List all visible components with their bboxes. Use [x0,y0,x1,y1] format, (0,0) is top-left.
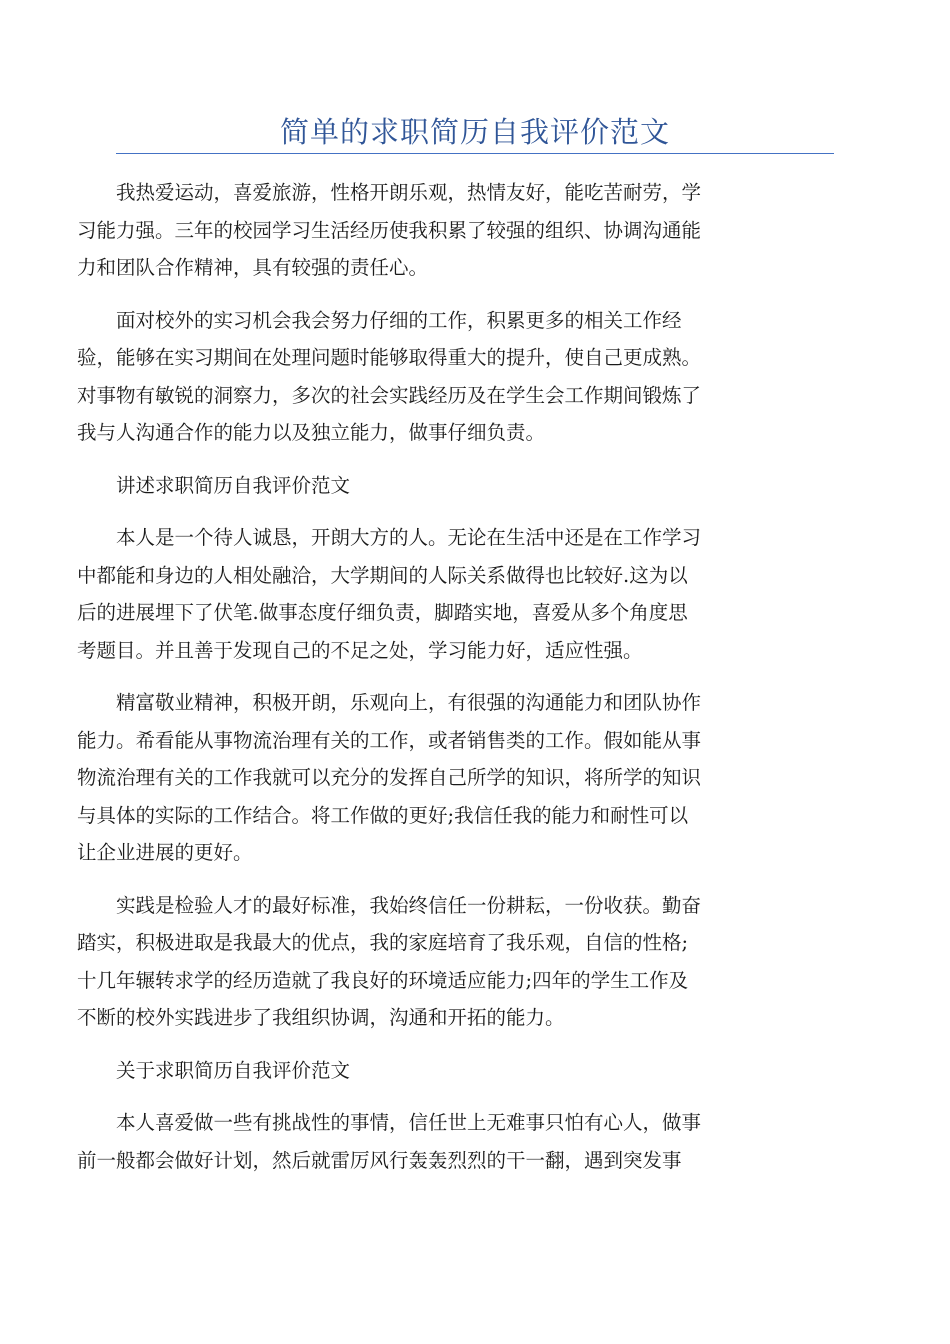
paragraph-2 [77,302,834,452]
paragraph-line: 十几年辗转求学的经历造就了我良好的环境适应能力;四年的学生工作及 [77,968,689,992]
paragraph-line: 实践是检验人才的最好标准，我始终信任一份耕耘，一份收获。勤奋 [116,893,702,917]
paragraph-line: 验，能够在实习期间在处理问题时能够取得重大的提升，使自己更成熟。 [77,346,702,369]
paragraph-line: 物流治理有关的工作我就可以充分的发挥自己所学的知识，将所学的知识 [77,766,702,789]
paragraph-line: 习能力强。三年的校园学习生活经历使我积累了较强的组织、协调沟通能 [77,218,702,242]
paragraph-line: 精富敬业精神，积极开朗，乐观向上，有很强的沟通能力和团队协作 [116,691,702,714]
section-heading-1 [116,467,834,505]
paragraph-5 [77,887,834,1037]
paragraph-line: 前一般都会做好计划，然后就雷厉风行轰轰烈烈的干一翻，遇到突发事 [77,1148,682,1172]
paragraph-6 [77,1104,834,1179]
paragraph-line: 中都能和身边的人相处融洽，大学期间的人际关系做得也比较好.这为以 [77,563,688,587]
paragraph-line: 不断的校外实践进步了我组织协调，沟通和开拓的能力。 [77,1006,565,1029]
paragraph-line: 我热爱运动，喜爱旅游，性格开朗乐观，热情友好，能吃苦耐劳，学 [116,181,702,204]
paragraph-4 [77,684,834,872]
paragraph-line: 面对校外的实习机会我会努力仔细的工作，积累更多的相关工作经 [116,308,682,332]
paragraph-line: 本人喜爱做一些有挑战性的事情，信任世上无难事只怕有心人，做事 [116,1111,702,1134]
title-underline [116,153,834,154]
paragraph-line: 考题目。并且善于发现自己的不足之处，学习能力好，适应性强。 [77,638,643,662]
paragraph-line: 对事物有敏锐的洞察力，多次的社会实践经历及在学生会工作期间锻炼了 [77,383,702,407]
paragraph-line: 让企业进展的更好。 [77,841,253,864]
paragraph-line: 力和团队合作精神，具有较强的责任心。 [77,256,429,279]
paragraph-line: 能力。希看能从事物流治理有关的工作，或者销售类的工作。假如能从事 [77,728,702,752]
document-title: 简单的求职简历自我评价范文 [279,115,670,149]
paragraph-3 [77,519,834,669]
paragraph-line: 本人是一个待人诚恳，开朗大方的人。无论在生活中还是在工作学习 [116,526,702,549]
paragraph-1 [77,174,834,287]
paragraph-line: 踏实，积极进取是我最大的优点，我的家庭培育了我乐观，自信的性格; [77,931,689,954]
paragraph-line: 与具体的实际的工作结合。将工作做的更好;我信任我的能力和耐性可以 [77,803,689,827]
section-heading-2 [116,1052,834,1090]
document-body [77,174,834,1194]
paragraph-line: 后的进展埋下了伏笔.做事态度仔细负责，脚踏实地，喜爱从多个角度思 [77,601,688,624]
paragraph-line: 我与人沟通合作的能力以及独立能力，做事仔细负责。 [77,421,546,444]
section-heading-text: 讲述求职简历自我评价范文 [116,473,351,497]
section-heading-text: 关于求职简历自我评价范文 [116,1058,351,1082]
